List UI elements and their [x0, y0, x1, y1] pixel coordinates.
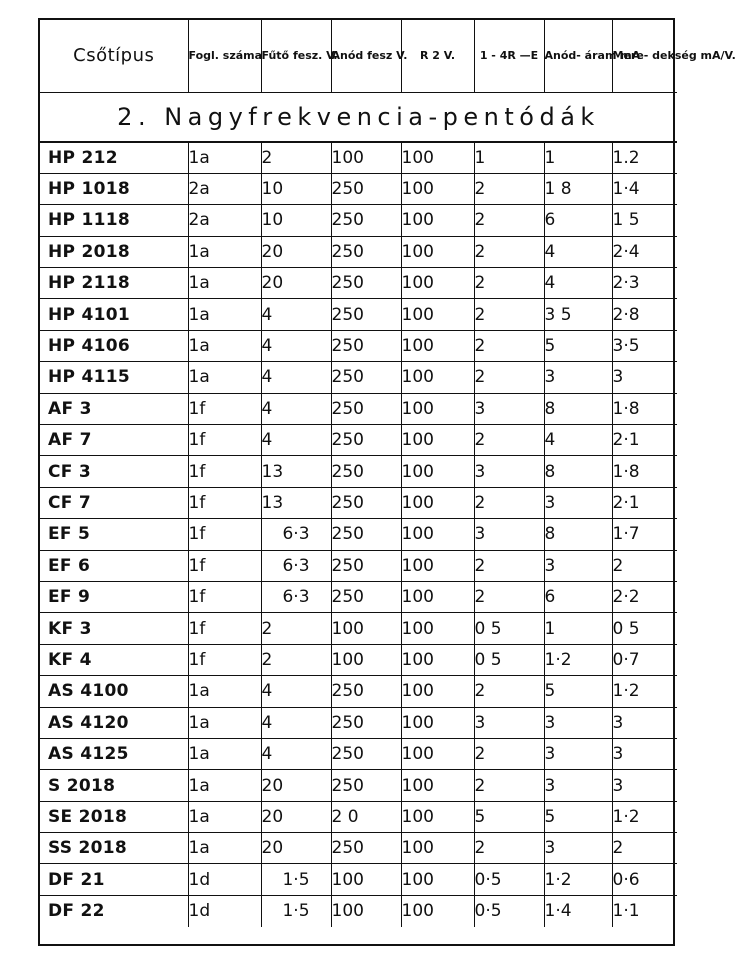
cell-anode-voltage: 250: [331, 550, 401, 581]
cell-socket: 1a: [188, 801, 261, 832]
cell-ratio: 2: [474, 299, 544, 330]
cell-anode-current: 4: [544, 268, 612, 299]
table-row: [40, 456, 677, 487]
table-row: [40, 425, 677, 456]
table-row: [40, 770, 677, 801]
cell-socket: 1f: [188, 550, 261, 581]
cell-heater-voltage: 20: [261, 770, 331, 801]
header-anode-voltage: Anód fesz V.: [331, 20, 401, 92]
cell-transconductance: 1·2: [612, 676, 677, 707]
cell-ratio: 1: [474, 142, 544, 173]
cell-heater-voltage: 2: [261, 644, 331, 675]
table-row: [40, 173, 677, 204]
cell-transconductance: 3: [612, 707, 677, 738]
header-heater-voltage: Fűtő fesz. V.: [261, 20, 331, 92]
cell-tube-type: EF 9: [40, 581, 188, 612]
cell-transconductance: 0 5: [612, 613, 677, 644]
cell-ratio: 2: [474, 676, 544, 707]
cell-transconductance: 3·5: [612, 330, 677, 361]
cell-transconductance: 1·2: [612, 801, 677, 832]
cell-anode-current: 3: [544, 487, 612, 518]
cell-transconductance: 1·4: [612, 173, 677, 204]
cell-socket: 1a: [188, 362, 261, 393]
table-row: [40, 236, 677, 267]
cell-ratio: 2: [474, 550, 544, 581]
cell-r2-voltage: 100: [401, 236, 474, 267]
cell-transconductance: 2·3: [612, 268, 677, 299]
cell-heater-voltage: 1·5: [261, 895, 331, 926]
cell-transconductance: 2·8: [612, 299, 677, 330]
cell-heater-voltage: 2: [261, 142, 331, 173]
header-row: [40, 20, 677, 92]
cell-transconductance: 2: [612, 550, 677, 581]
cell-tube-type: KF 3: [40, 613, 188, 644]
cell-r2-voltage: 100: [401, 330, 474, 361]
cell-ratio: 2: [474, 487, 544, 518]
cell-tube-type: HP 212: [40, 142, 188, 173]
cell-r2-voltage: 100: [401, 268, 474, 299]
cell-heater-voltage: 6·3: [261, 550, 331, 581]
cell-anode-current: 1 8: [544, 173, 612, 204]
cell-socket: 2a: [188, 205, 261, 236]
cell-socket: 1d: [188, 895, 261, 926]
tube-data-table: [40, 20, 736, 927]
cell-heater-voltage: 4: [261, 330, 331, 361]
cell-socket: 1a: [188, 142, 261, 173]
table-row: [40, 833, 677, 864]
cell-heater-voltage: 20: [261, 801, 331, 832]
cell-socket: 1f: [188, 456, 261, 487]
cell-tube-type: DF 22: [40, 895, 188, 926]
cell-tube-type: AS 4100: [40, 676, 188, 707]
cell-ratio: 2: [474, 205, 544, 236]
cell-socket: 1d: [188, 864, 261, 895]
table-row: [40, 801, 677, 832]
cell-anode-current: 3: [544, 738, 612, 769]
cell-anode-voltage: 2 0: [331, 801, 401, 832]
cell-anode-current: 8: [544, 393, 612, 424]
cell-heater-voltage: 13: [261, 456, 331, 487]
cell-ratio: 0 5: [474, 644, 544, 675]
cell-ratio: 5: [474, 801, 544, 832]
cell-transconductance: 1 5: [612, 205, 677, 236]
table-row: [40, 268, 677, 299]
cell-r2-voltage: 100: [401, 613, 474, 644]
table-row: [40, 676, 677, 707]
cell-r2-voltage: 100: [401, 173, 474, 204]
cell-socket: 1f: [188, 425, 261, 456]
header-r2-voltage: R 2 V.: [401, 20, 474, 92]
cell-ratio: 2: [474, 581, 544, 612]
cell-socket: 1a: [188, 268, 261, 299]
cell-anode-voltage: 250: [331, 487, 401, 518]
cell-r2-voltage: 100: [401, 299, 474, 330]
cell-transconductance: 2·4: [612, 236, 677, 267]
cell-heater-voltage: 6·3: [261, 581, 331, 612]
cell-anode-current: 3: [544, 707, 612, 738]
cell-socket: 1f: [188, 393, 261, 424]
table-row: [40, 142, 677, 173]
table-row: [40, 205, 677, 236]
cell-transconductance: 2·1: [612, 425, 677, 456]
cell-r2-voltage: 100: [401, 393, 474, 424]
cell-anode-voltage: 100: [331, 613, 401, 644]
cell-transconductance: 1·7: [612, 519, 677, 550]
cell-anode-current: 5: [544, 801, 612, 832]
cell-anode-voltage: 250: [331, 236, 401, 267]
table-row: [40, 864, 677, 895]
cell-ratio: 0·5: [474, 895, 544, 926]
cell-anode-current: 5: [544, 676, 612, 707]
table-row: [40, 330, 677, 361]
cell-transconductance: 1·8: [612, 393, 677, 424]
cell-tube-type: HP 2018: [40, 236, 188, 267]
cell-ratio: 2: [474, 425, 544, 456]
cell-anode-voltage: 250: [331, 738, 401, 769]
cell-socket: 1f: [188, 644, 261, 675]
cell-ratio: 2: [474, 770, 544, 801]
cell-anode-current: 1·4: [544, 895, 612, 926]
cell-r2-voltage: 100: [401, 895, 474, 926]
cell-tube-type: KF 4: [40, 644, 188, 675]
cell-anode-voltage: 250: [331, 833, 401, 864]
cell-transconductance: 2·2: [612, 581, 677, 612]
cell-socket: 1f: [188, 519, 261, 550]
cell-anode-voltage: 100: [331, 864, 401, 895]
cell-anode-current: 3 5: [544, 299, 612, 330]
header-tube-type: Csőtípus: [40, 20, 188, 92]
table-row: [40, 550, 677, 581]
cell-anode-voltage: 100: [331, 142, 401, 173]
cell-heater-voltage: 4: [261, 362, 331, 393]
table-row: [40, 644, 677, 675]
cell-transconductance: 3: [612, 362, 677, 393]
table-row: [40, 707, 677, 738]
cell-tube-type: AS 4120: [40, 707, 188, 738]
cell-anode-current: 5: [544, 330, 612, 361]
cell-tube-type: SE 2018: [40, 801, 188, 832]
cell-anode-voltage: 250: [331, 456, 401, 487]
cell-heater-voltage: 10: [261, 205, 331, 236]
table-row: [40, 362, 677, 393]
cell-transconductance: 0·6: [612, 864, 677, 895]
cell-anode-voltage: 250: [331, 362, 401, 393]
cell-ratio: 0 5: [474, 613, 544, 644]
cell-anode-voltage: 250: [331, 393, 401, 424]
tube-table-sheet: [38, 18, 736, 946]
cell-anode-current: 1·2: [544, 864, 612, 895]
cell-tube-type: HP 4101: [40, 299, 188, 330]
section-row: [40, 92, 677, 142]
cell-anode-current: 1·2: [544, 644, 612, 675]
cell-anode-voltage: 250: [331, 770, 401, 801]
cell-anode-voltage: 250: [331, 425, 401, 456]
cell-heater-voltage: 4: [261, 738, 331, 769]
cell-tube-type: HP 4115: [40, 362, 188, 393]
cell-ratio: 3: [474, 393, 544, 424]
cell-tube-type: DF 21: [40, 864, 188, 895]
header-1-4r-e: 1 - 4R —E: [474, 20, 544, 92]
cell-anode-voltage: 250: [331, 205, 401, 236]
cell-anode-voltage: 100: [331, 644, 401, 675]
cell-anode-voltage: 250: [331, 519, 401, 550]
table-row: [40, 895, 677, 926]
cell-ratio: 2: [474, 833, 544, 864]
cell-tube-type: CF 3: [40, 456, 188, 487]
cell-socket: 1f: [188, 487, 261, 518]
cell-r2-voltage: 100: [401, 676, 474, 707]
cell-anode-current: 4: [544, 236, 612, 267]
cell-heater-voltage: 4: [261, 393, 331, 424]
cell-anode-current: 3: [544, 770, 612, 801]
cell-transconductance: 2·1: [612, 487, 677, 518]
cell-heater-voltage: 6·3: [261, 519, 331, 550]
cell-tube-type: EF 6: [40, 550, 188, 581]
cell-r2-voltage: 100: [401, 550, 474, 581]
cell-anode-voltage: 250: [331, 299, 401, 330]
cell-ratio: 2: [474, 173, 544, 204]
cell-ratio: 3: [474, 707, 544, 738]
cell-anode-current: 1: [544, 613, 612, 644]
cell-tube-type: HP 2118: [40, 268, 188, 299]
cell-anode-current: 8: [544, 519, 612, 550]
cell-socket: 1f: [188, 581, 261, 612]
cell-ratio: 2: [474, 236, 544, 267]
cell-socket: 1a: [188, 330, 261, 361]
cell-heater-voltage: 20: [261, 236, 331, 267]
cell-r2-voltage: 100: [401, 644, 474, 675]
table-row: [40, 487, 677, 518]
cell-anode-current: 3: [544, 550, 612, 581]
cell-anode-current: 1: [544, 142, 612, 173]
cell-heater-voltage: 20: [261, 268, 331, 299]
cell-heater-voltage: 2: [261, 613, 331, 644]
cell-r2-voltage: 100: [401, 456, 474, 487]
cell-anode-voltage: 250: [331, 173, 401, 204]
cell-ratio: 2: [474, 268, 544, 299]
cell-ratio: 0·5: [474, 864, 544, 895]
cell-transconductance: 0·7: [612, 644, 677, 675]
cell-r2-voltage: 100: [401, 425, 474, 456]
table-row: [40, 613, 677, 644]
cell-transconductance: 1·1: [612, 895, 677, 926]
cell-r2-voltage: 100: [401, 707, 474, 738]
cell-transconductance: 2: [612, 833, 677, 864]
cell-tube-type: HP 1118: [40, 205, 188, 236]
cell-anode-current: 3: [544, 362, 612, 393]
cell-anode-voltage: 250: [331, 707, 401, 738]
cell-anode-current: 6: [544, 205, 612, 236]
cell-anode-current: 3: [544, 833, 612, 864]
cell-tube-type: CF 7: [40, 487, 188, 518]
cell-socket: 1a: [188, 236, 261, 267]
cell-transconductance: 1·8: [612, 456, 677, 487]
cell-r2-voltage: 100: [401, 770, 474, 801]
table-row: [40, 519, 677, 550]
cell-anode-voltage: 250: [331, 581, 401, 612]
cell-r2-voltage: 100: [401, 519, 474, 550]
cell-ratio: 2: [474, 738, 544, 769]
cell-r2-voltage: 100: [401, 205, 474, 236]
cell-r2-voltage: 100: [401, 487, 474, 518]
table-row: [40, 299, 677, 330]
cell-heater-voltage: 20: [261, 833, 331, 864]
cell-tube-type: SS 2018: [40, 833, 188, 864]
cell-socket: 1a: [188, 299, 261, 330]
cell-heater-voltage: 4: [261, 707, 331, 738]
cell-socket: 1a: [188, 770, 261, 801]
cell-transconductance: 1.2: [612, 142, 677, 173]
cell-heater-voltage: 1·5: [261, 864, 331, 895]
cell-heater-voltage: 10: [261, 173, 331, 204]
cell-r2-voltage: 100: [401, 864, 474, 895]
header-transconductance: Mere- dekség mA/V.: [612, 20, 677, 92]
cell-r2-voltage: 100: [401, 833, 474, 864]
cell-tube-type: AF 3: [40, 393, 188, 424]
cell-transconductance: 3: [612, 770, 677, 801]
cell-tube-type: S 2018: [40, 770, 188, 801]
cell-ratio: 3: [474, 456, 544, 487]
table-row: [40, 581, 677, 612]
cell-r2-voltage: 100: [401, 801, 474, 832]
cell-socket: 1a: [188, 738, 261, 769]
cell-transconductance: 3: [612, 738, 677, 769]
section-title: 2. Nagyfrekvencia-pentódák: [40, 92, 677, 142]
cell-tube-type: HP 1018: [40, 173, 188, 204]
cell-tube-type: HP 4106: [40, 330, 188, 361]
cell-anode-voltage: 100: [331, 895, 401, 926]
cell-heater-voltage: 4: [261, 425, 331, 456]
cell-tube-type: AS 4125: [40, 738, 188, 769]
cell-heater-voltage: 4: [261, 676, 331, 707]
cell-tube-type: AF 7: [40, 425, 188, 456]
cell-heater-voltage: 4: [261, 299, 331, 330]
cell-tube-type: EF 5: [40, 519, 188, 550]
cell-anode-voltage: 250: [331, 268, 401, 299]
cell-anode-current: 4: [544, 425, 612, 456]
header-socket-number: Fogl. száma: [188, 20, 261, 92]
cell-socket: 1a: [188, 833, 261, 864]
cell-ratio: 3: [474, 519, 544, 550]
header-anode-current: Anód- áram mA: [544, 20, 612, 92]
cell-anode-current: 6: [544, 581, 612, 612]
cell-socket: 1a: [188, 707, 261, 738]
cell-r2-voltage: 100: [401, 142, 474, 173]
cell-r2-voltage: 100: [401, 581, 474, 612]
cell-anode-voltage: 250: [331, 330, 401, 361]
cell-anode-current: 8: [544, 456, 612, 487]
cell-socket: 1f: [188, 613, 261, 644]
cell-r2-voltage: 100: [401, 362, 474, 393]
cell-anode-voltage: 250: [331, 676, 401, 707]
cell-ratio: 2: [474, 330, 544, 361]
cell-socket: 1a: [188, 676, 261, 707]
cell-heater-voltage: 13: [261, 487, 331, 518]
table-row: [40, 393, 677, 424]
table-row: [40, 738, 677, 769]
cell-r2-voltage: 100: [401, 738, 474, 769]
cell-socket: 2a: [188, 173, 261, 204]
cell-ratio: 2: [474, 362, 544, 393]
